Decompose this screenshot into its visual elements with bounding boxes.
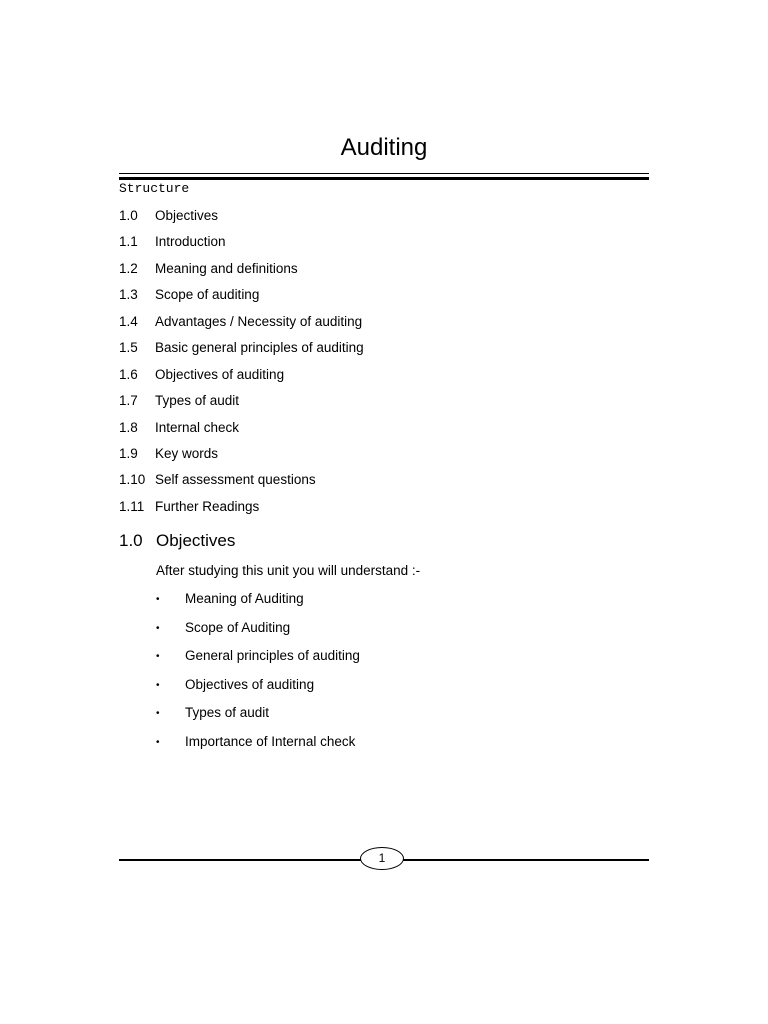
list-item xyxy=(156,675,360,704)
bullet-icon: • xyxy=(156,651,160,663)
list-item-label: Objectives of auditing xyxy=(185,676,315,692)
toc-label: Further Readings xyxy=(155,498,260,514)
toc-label: Objectives xyxy=(155,208,219,223)
bullet-icon: • xyxy=(156,708,160,720)
bullet-icon: • xyxy=(156,594,160,605)
page-number-badge: 1 xyxy=(360,847,404,870)
toc-number: 1.3 xyxy=(119,287,138,303)
title-rule-thin xyxy=(119,173,649,174)
bullet-icon: • xyxy=(156,679,160,691)
list-item-label: Types of audit xyxy=(185,705,270,721)
toc-number: 1.8 xyxy=(119,419,138,435)
toc-label: Self assessment questions xyxy=(155,472,316,488)
toc-item xyxy=(119,365,364,391)
page-title: Auditing xyxy=(340,134,428,161)
toc-item xyxy=(119,285,364,311)
section-number: 1.0 xyxy=(119,531,143,550)
toc-item xyxy=(119,259,364,285)
bullet-icon: • xyxy=(156,736,160,748)
toc-number: 1.7 xyxy=(119,393,138,409)
toc-number: 1.4 xyxy=(119,313,138,329)
structure-label: Structure xyxy=(119,181,190,196)
toc-label: Objectives of auditing xyxy=(155,366,285,382)
section-title: Objectives xyxy=(156,531,236,550)
title-rule-thick xyxy=(119,177,649,180)
list-item xyxy=(156,732,360,761)
toc-label: Meaning and definitions xyxy=(155,260,298,276)
toc-number: 1.9 xyxy=(119,445,138,461)
toc-label: Types of audit xyxy=(155,393,240,409)
toc-item xyxy=(119,497,364,523)
toc-item xyxy=(119,470,364,496)
toc-number: 1.0 xyxy=(119,208,138,223)
toc-item xyxy=(119,391,364,417)
list-item-label: Scope of Auditing xyxy=(185,619,291,635)
bullet-icon: • xyxy=(156,622,160,634)
toc-number: 1.10 xyxy=(119,472,146,488)
list-item xyxy=(156,589,360,618)
list-item xyxy=(156,703,360,732)
toc-label: Key words xyxy=(155,445,219,461)
list-item-label: Importance of Internal check xyxy=(185,733,356,749)
toc-item xyxy=(119,232,364,258)
objectives-list xyxy=(156,589,360,761)
toc-label: Scope of auditing xyxy=(155,287,260,303)
toc-item xyxy=(119,444,364,470)
toc-label: Basic general principles of auditing xyxy=(155,340,364,356)
toc-number: 1.2 xyxy=(119,260,138,276)
toc-label: Internal check xyxy=(155,419,240,435)
list-item-label: Meaning of Auditing xyxy=(185,591,304,606)
toc-item xyxy=(119,312,364,338)
toc-number: 1.6 xyxy=(119,366,138,382)
list-item xyxy=(156,618,360,647)
toc-label: Introduction xyxy=(155,234,226,250)
toc-label: Advantages / Necessity of auditing xyxy=(155,313,363,329)
toc-number: 1.5 xyxy=(119,340,138,356)
toc-item xyxy=(119,418,364,444)
list-item xyxy=(156,646,360,675)
table-of-contents xyxy=(119,206,364,523)
toc-item xyxy=(119,338,364,364)
toc-number: 1.1 xyxy=(119,234,138,250)
section-heading xyxy=(119,530,235,552)
section-intro: After studying this unit you will understand :- xyxy=(156,563,421,578)
list-item-label: General principles of auditing xyxy=(185,648,360,664)
toc-number: 1.11 xyxy=(119,498,145,514)
toc-item xyxy=(119,206,364,232)
